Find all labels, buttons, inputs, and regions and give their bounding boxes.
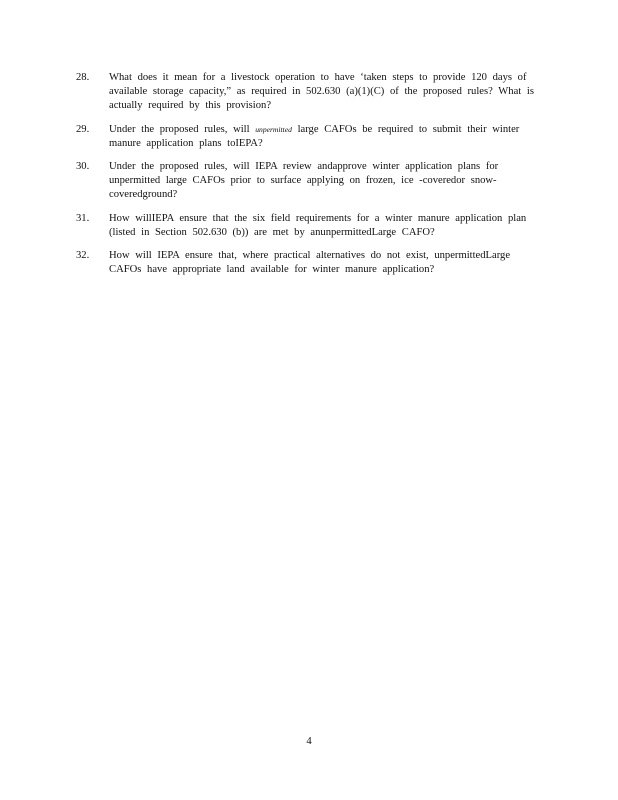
- question-list: [76, 71, 542, 286]
- question-number: 28.: [76, 72, 90, 83]
- question-number: 29.: [76, 123, 90, 135]
- question-number: 31.: [76, 212, 90, 224]
- question-text: How will IEPA ensure that, where practical alternatives do not exist, unpermittedLarge CAFOs have appropriate land available for winter manure application?: [109, 250, 511, 276]
- question-text: What does it mean for a livestock operation to have ‘taken steps to provide 120 days of available storage capacity,” as required in 502.630 (a)(1)(C) of the proposed rules? What is actually required by this provision?: [109, 72, 534, 112]
- question-item: [76, 123, 542, 151]
- question-item: [76, 71, 542, 114]
- question-number: 30.: [76, 161, 90, 173]
- question-text: [109, 123, 542, 151]
- question-text-end: large CAFOs be required to submit their winter manure application plans toIEPA?: [109, 123, 520, 149]
- question-item: [76, 160, 542, 203]
- question-item: [76, 249, 542, 277]
- question-text: Under the proposed rules, will IEPA review andapprove winter application plans for unpermitted large CAFOs prior to surface applying on frozen, ice -coveredor snow-coveredground?: [109, 161, 499, 201]
- question-text: How willIEPA ensure that the six field requirements for a winter manure application plan (listed in Section 502.630 (b)) are met by anunpermittedLarge CAFO?: [109, 212, 527, 238]
- question-text-start: Under the proposed rules, will: [109, 123, 256, 135]
- page-number: 4: [306, 736, 312, 747]
- question-item: [76, 212, 542, 240]
- question-text-small: unpermitted: [255, 124, 292, 134]
- question-number: 32.: [76, 250, 90, 262]
